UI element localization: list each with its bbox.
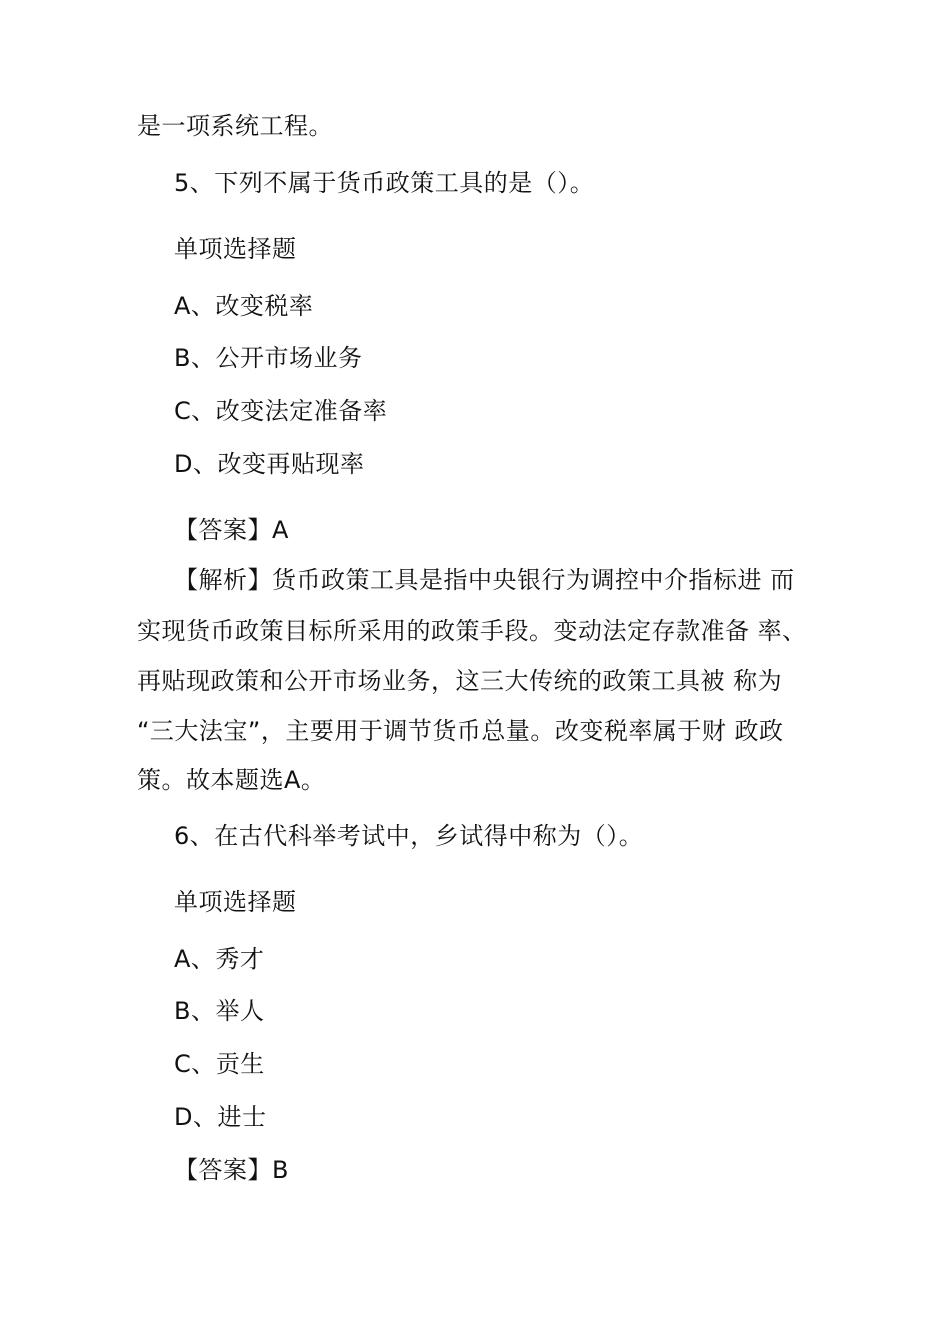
question-5-analysis-line: 再贴现政策和公开市场业务，这三大传统的政策工具被 称为 — [137, 667, 783, 695]
intro-tail-text: 是一项系统工程。 — [137, 112, 333, 140]
question-6-option-c: C、贡生 — [174, 1050, 265, 1078]
question-5-option-d: D、改变再贴现率 — [174, 450, 365, 478]
question-5-analysis-line: “三大法宝”，主要用于调节货币总量。改变税率属于财 政政 — [137, 717, 784, 745]
question-5-analysis-line: 策。故本题选A。 — [137, 766, 326, 794]
question-5-answer: 【答案】A — [174, 516, 289, 544]
question-6-option-d: D、进士 — [174, 1103, 267, 1131]
question-6-option-a: A、秀才 — [174, 945, 265, 973]
question-6-text: 6、在古代科举考试中，乡试得中称为（）。 — [174, 822, 644, 850]
question-6-option-b: B、举人 — [174, 997, 265, 1025]
question-5-analysis-line: 【解析】货币政策工具是指中央银行为调控中介指标进 而 — [174, 566, 795, 594]
question-5-option-a: A、改变税率 — [174, 292, 314, 320]
question-5-text: 5、下列不属于货币政策工具的是（）。 — [174, 169, 595, 197]
question-5-option-c: C、改变法定准备率 — [174, 397, 388, 425]
question-5-option-b: B、公开市场业务 — [174, 344, 363, 372]
question-6-answer: 【答案】B — [174, 1156, 289, 1184]
question-6-type: 单项选择题 — [174, 888, 297, 916]
question-5-type: 单项选择题 — [174, 235, 297, 263]
question-5-analysis-line: 实现货币政策目标所采用的政策手段。变动法定存款准备 率、 — [137, 617, 807, 645]
